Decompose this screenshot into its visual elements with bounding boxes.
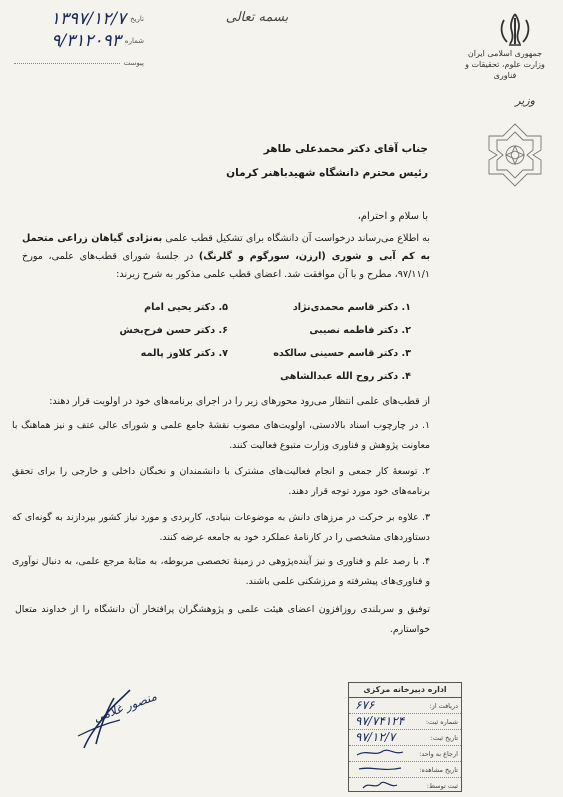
member-5: ۵. دکتر یحیی امام (144, 302, 228, 313)
number-value: ۹/۳۱۲۰۹۳ (51, 31, 121, 51)
recipient-title: رئیس محترم دانشگاه شهیدباهنر کرمان (226, 167, 428, 179)
stamp-row-registration-date (349, 730, 461, 746)
letter-meta (14, 8, 144, 74)
priority-item-4: ۴. با رصد علم و فناوری و نیز آینده‌پژوهی در زمینهٔ تخصصی مربوطه، به مثابهٔ مرجع علمی، به دنبال نوآوری و فناوری‌های پیشرفته و مرزشکنی علمی باشند. (12, 556, 430, 587)
recipient-name: جناب آقای دکتر محمدعلی طاهر (263, 143, 428, 155)
org-line-2: وزارت علوم، تحقیقات و فناوری (465, 60, 545, 80)
registry-stamp (348, 682, 462, 792)
paragraph-1-part-1: به اطلاع می‌رساند درخواست آن دانشگاه برای تشکیل قطب علمی (165, 233, 430, 244)
stamp-row-view-date (349, 762, 461, 778)
stamp-label: تاریخ مشاهده: (419, 765, 458, 774)
stamp-row-referral (349, 746, 461, 762)
member-2: ۲. دکتر فاطمه نصیبی (309, 325, 411, 336)
greeting: با سلام و احترام، (357, 211, 428, 222)
date-row (14, 8, 144, 30)
handwritten-mark-icon (353, 763, 408, 775)
ornament-icon (487, 122, 543, 188)
paragraph-1-part-2: در جلسهٔ شورای قطب‌های علمی، مورخ ۹۷/۱۱/۱، مطرح و با آن موافقت شد. اعضای قطب علمی مذکور به شرح زیرند: (22, 251, 430, 280)
stamp-label: شماره ثبت: (425, 717, 458, 726)
member-6: ۶. دکتر حسن فرح‌بخش (119, 325, 228, 336)
stamp-label: تاریخ ثبت: (430, 733, 458, 742)
organization-name (455, 48, 555, 81)
priority-item-3: ۳. علاوه بر حرکت در مرزهای دانش به موضوعات بنیادی، کاربردی و مورد نیاز کشور بپردازند به گونه‌ای که دستاوردهای مشخصی را در کارنامهٔ عملکرد خود به جامعه عرضه کنند. (12, 512, 430, 543)
stamp-title: اداره دبیرخانه مرکزی (349, 683, 461, 698)
stamp-value: ۶۷۶ (355, 698, 375, 712)
handwritten-mark-icon (353, 747, 408, 759)
closing-paragraph: توفیق و سربلندی روزافزون اعضای هیئت علمی و پژوهشگران پرافتخار آن دانشگاه را از خداوند متعال خواستارم. (15, 604, 430, 635)
minister-title: وزیر (515, 94, 535, 107)
iran-emblem-icon (495, 10, 535, 50)
stamp-label: ثبت توسط: (426, 781, 458, 790)
attachment-row (14, 52, 144, 74)
member-3: ۳. دکتر قاسم حسینی سالکده (273, 348, 411, 359)
member-4: ۴. دکتر روح الله عبدالشاهی (280, 371, 411, 382)
member-1: ۱. دکتر قاسم محمدی‌نژاد (292, 302, 411, 313)
stamp-label: ارجاع به واحد: (419, 749, 458, 758)
priority-item-2: ۲. توسعهٔ کار جمعی و انجام فعالیت‌های مشترک با دانشمندان و نخبگان داخلی و خارجی را برای تحقق برنامه‌های خود مورد توجه قرار دهند. (12, 466, 430, 497)
stamp-label: دریافت از: (429, 701, 458, 710)
stamp-row-registration-number (349, 714, 461, 730)
attachment-label: پیوست (123, 59, 144, 67)
handwritten-mark-icon (353, 779, 408, 791)
number-row (14, 30, 144, 52)
stamp-row-received-from (349, 698, 461, 714)
center-name: به‌نژادی گیاهان زراعی متحمل به کم آبی و شوری (ارزن، سورگوم و گلرنگ) (22, 233, 430, 262)
org-line-1: جمهوری اسلامی ایران (467, 49, 543, 58)
date-value: ۱۳۹۷/۱۲/۷ (50, 9, 127, 29)
signature-name: منصور غلامی (91, 689, 159, 725)
stamp-value: ۹۷/۷۴۱۲۴ (355, 714, 405, 728)
stamp-row-registered-by (349, 778, 461, 793)
priorities-intro: از قطب‌های علمی انتظار می‌رود محورهای زیر را در اجرای برنامه‌های خود در اولویت قرار دهند: (49, 396, 430, 407)
member-7: ۷. دکتر کلاوز پالمه (140, 348, 228, 359)
number-label: شماره (124, 37, 144, 45)
stamp-value: ۹۷/۱۲/۷ (355, 730, 396, 744)
priority-item-1: ۱. در چارچوب اسناد بالادستی، اولویت‌های مصوب نقشهٔ جامع علمی و شورای عالی عتف و نیز هماهنگ با معاونت پژوهش و فناوری وزارت متبوع فعالیت کنند. (12, 420, 430, 451)
bismillah-heading: بسمه تعالی (225, 10, 289, 25)
attachment-line (14, 63, 120, 64)
paragraph-1 (22, 230, 430, 284)
date-label: تاریخ (130, 15, 144, 23)
